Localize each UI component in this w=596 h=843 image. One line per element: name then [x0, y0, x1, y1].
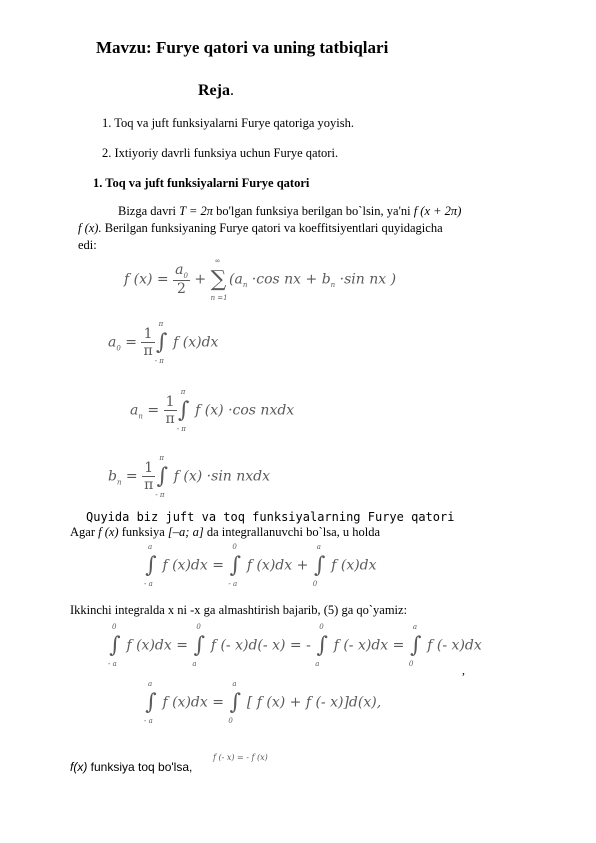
eq1-term-1: f (x)dx = — [158, 557, 229, 574]
eq2-integral-2: 0 ∫ a — [192, 623, 206, 668]
a0-fraction — [141, 326, 154, 359]
eq2-integral-3: 0 ∫ a — [315, 623, 328, 668]
a0-den: π — [143, 343, 153, 359]
intro-line-2 — [78, 221, 443, 236]
eq2-term-4: f (- x)dx — [422, 637, 482, 654]
eq1-i3-lower: 0 — [312, 580, 318, 588]
paragraph-4: Ikkinchi integralda x ni -x ga almashtirish bajarib, (5) ga qo`yamiz: — [70, 603, 408, 617]
eq1-i2-lower: - a — [228, 580, 238, 588]
an-body: f (x) ·cos nxdx — [190, 402, 295, 419]
intro-line-1 — [118, 204, 461, 219]
sum-sign — [210, 256, 228, 302]
para3-a: Agar — [70, 525, 99, 539]
a0-integral-sign: π ∫ - π — [154, 320, 168, 365]
an-lhs-sub: n — [138, 412, 143, 421]
a0-upper: π — [158, 320, 164, 328]
eq2-integral-4: a ∫ 0 — [408, 623, 422, 668]
an-lhs: a — [130, 402, 139, 419]
eq2-i4-upper: a — [412, 623, 418, 631]
eq2-i4-lower: 0 — [408, 660, 414, 668]
eq2-integral-1: 0 ∫ - a — [108, 623, 121, 668]
sum-lower: n =1 — [210, 293, 228, 302]
eq3-term-2: [ f (x) + f (- x)]d(x), — [242, 694, 382, 711]
series-sin: ·sin nx ) — [335, 271, 397, 288]
an-den: π — [165, 411, 175, 427]
last-line-fx: f(x) — [70, 760, 88, 774]
bn-den: π — [144, 477, 154, 493]
series-plus: + — [189, 271, 211, 288]
integral-split-formula — [144, 543, 377, 588]
para3-fx: f (x) — [98, 525, 119, 539]
a0-num: 1 — [141, 326, 154, 343]
bn-equals: = — [121, 468, 143, 485]
an-integral-sign: π ∫ - π — [176, 388, 190, 433]
eq3-i1-lower: - a — [144, 717, 153, 725]
even-odd-sum-formula — [144, 680, 382, 725]
a0-symbol: a — [175, 262, 184, 278]
bn-num: 1 — [142, 460, 155, 477]
eq3-term-1: f (x)dx = — [158, 694, 229, 711]
fourier-series-formula — [124, 256, 397, 302]
a0-equals: = — [120, 334, 142, 351]
an-fraction — [164, 394, 177, 427]
bn-lhs: b — [108, 468, 117, 485]
eq1-i1-upper: a — [148, 543, 153, 551]
eq2-term-3: f (- x)dx = — [329, 637, 409, 654]
series-body-a: (a — [229, 271, 243, 288]
section-heading: 1. Toq va juft funksiyalarni Furye qatori — [93, 176, 310, 190]
reja-word: Reja — [198, 82, 230, 99]
eq3-i2-upper: a — [232, 680, 237, 688]
document-title: Mavzu: Furye qatori va uning tatbiqlari — [96, 38, 389, 57]
reja-dot: . — [229, 82, 234, 99]
series-sub-n2: n — [330, 281, 336, 290]
paragraph-3 — [70, 525, 380, 540]
eq1-integral-2: 0 ∫ - a — [228, 543, 242, 588]
odd-function-condition: f (- x) = - f (x) — [213, 753, 268, 762]
a0-lhs-sub: 0 — [116, 344, 121, 353]
a0-lower: - π — [154, 357, 164, 365]
bn-integral-sign: π ∫ - π — [155, 454, 169, 499]
a0-over-2 — [173, 262, 190, 297]
intro-fx-expr: f (x + 2π) — [413, 204, 462, 218]
sum-symbol: ∑ — [210, 266, 227, 292]
para3-interval: [–a; a] — [167, 525, 204, 539]
para3-c: da integrallanuvchi bo`lsa, u holda — [203, 525, 381, 539]
reja-heading — [198, 82, 234, 100]
sum-upper: ∞ — [214, 256, 221, 265]
series-lhs: f (x) = — [124, 271, 174, 288]
a0-body: f (x)dx — [168, 334, 219, 351]
intro-period: T = 2π — [179, 204, 214, 218]
eq2-term-1: f (x)dx = — [122, 637, 193, 654]
eq3-integral-2: a ∫ 0 — [228, 680, 242, 725]
intro-line2-text: Berilgan funksiyaning Furye qatori va koeffitsiyentlari quyidagicha — [101, 221, 443, 235]
last-line-text: funksiya toq bo'lsa, — [87, 760, 193, 774]
trailing-comma: , — [462, 663, 465, 677]
a0-lhs: a — [108, 334, 117, 351]
substitution-formula — [108, 623, 482, 668]
eq1-i1-lower: - a — [144, 580, 153, 588]
eq1-term-3: f (x)dx — [326, 557, 377, 574]
paragraph-2: Quyida biz juft va toq funksiyalarning Furye qatori — [86, 510, 455, 524]
series-sub-n: n — [242, 281, 248, 290]
a0-formula — [108, 320, 219, 365]
eq2-i3-upper: 0 — [319, 623, 324, 631]
eq2-i1-upper: 0 — [112, 623, 117, 631]
intro-text-b: bo'lgan funksiya berilgan bo`lsin, ya'ni — [213, 204, 414, 218]
plan-item-1: 1. Toq va juft funksiyalarni Furye qatoriga yoyish. — [102, 116, 354, 130]
bn-lhs-sub: n — [116, 478, 122, 487]
an-num: 1 — [164, 394, 177, 411]
bn-upper: π — [159, 454, 164, 462]
eq2-term-2: f (- x)d(- x) = - — [206, 637, 316, 654]
bn-formula — [108, 454, 271, 499]
intro-text-a: Bizga davri — [118, 204, 180, 218]
last-line — [70, 760, 192, 774]
eq3-integral-1: a ∫ - a — [144, 680, 157, 725]
eq1-term-2: f (x)dx + — [242, 557, 313, 574]
denominator-2: 2 — [177, 280, 186, 297]
eq1-i2-upper: 0 — [232, 543, 237, 551]
eq2-i2-lower: a — [192, 660, 197, 668]
an-lower: - π — [176, 425, 186, 433]
eq1-integral-3: a ∫ 0 — [312, 543, 326, 588]
bn-body: f (x) ·sin nxdx — [169, 468, 271, 485]
bn-fraction — [142, 460, 155, 493]
eq1-i3-upper: a — [316, 543, 321, 551]
eq1-integral-1: a ∫ - a — [144, 543, 157, 588]
eq3-i2-lower: 0 — [228, 717, 233, 725]
intro-fx: f (x). — [78, 221, 102, 235]
eq2-i3-lower: a — [315, 660, 320, 668]
intro-line-3: edi: — [78, 238, 97, 252]
an-formula — [130, 388, 295, 433]
bn-lower: - π — [155, 491, 165, 499]
an-equals: = — [142, 402, 164, 419]
series-cos: ·cos nx + b — [247, 271, 331, 288]
a0-subscript: 0 — [183, 271, 188, 280]
eq3-i1-upper: a — [148, 680, 153, 688]
an-upper: π — [180, 388, 186, 396]
plan-item-2: 2. Ixtiyoriy davrli funksiya uchun Furye qatori. — [102, 146, 339, 160]
eq2-i1-lower: - a — [108, 660, 117, 668]
eq2-i2-upper: 0 — [196, 623, 201, 631]
para3-b: funksiya — [118, 525, 168, 539]
